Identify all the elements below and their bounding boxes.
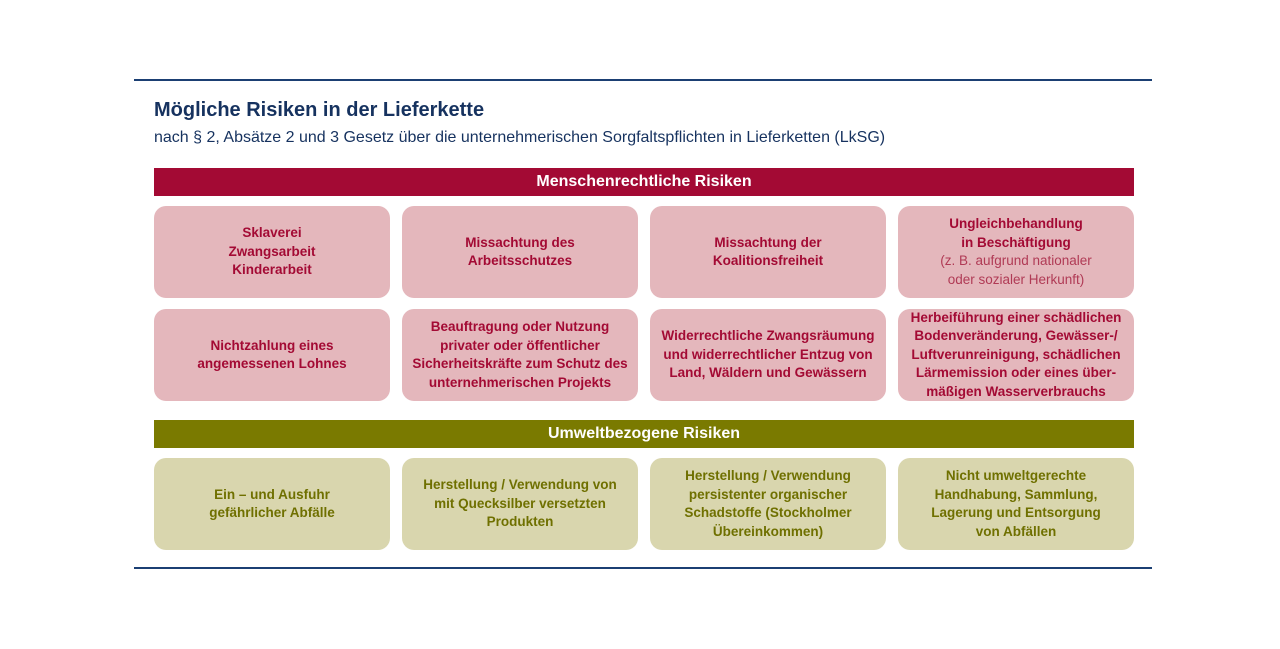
risk-text-line: Sklaverei <box>242 225 302 241</box>
risk-text-line: Lagerung und Entsorgung <box>931 505 1101 520</box>
risk-text-line: Übereinkommen) <box>712 523 824 539</box>
risk-box-mercury <box>402 458 638 550</box>
risk-box-wage-nonpayment <box>154 309 390 401</box>
risk-box-security-forces <box>402 309 638 401</box>
risk-text-line: und widerrechtlicher Entzug von <box>663 346 873 362</box>
risk-box-occupational-safety <box>402 206 638 298</box>
risk-text-line: Handhabung, Sammlung, <box>934 486 1098 502</box>
risk-text-line: privater oder öffentlicher <box>440 337 600 353</box>
risk-text-line: angemessenen Lohnes <box>197 356 347 371</box>
environmental-heading: Umweltbezogene Risiken <box>154 420 1134 448</box>
human-rights-grid <box>154 206 1134 401</box>
risk-text-line: Ein – und Ausfuhr <box>214 486 330 502</box>
risk-box-forced-eviction <box>650 309 886 401</box>
risk-text-line: persistenter organischer <box>688 486 848 502</box>
risk-text-line: Missachtung des <box>465 234 575 250</box>
page-subtitle: nach § 2, Absätze 2 und 3 Gesetz über die unternehmerischen Sorgfaltspflichten in Lieferketten (LkSG) <box>154 129 886 146</box>
risk-text-line: unternehmerischen Projekts <box>428 374 612 390</box>
page-title: Mögliche Risiken in der Lieferkette <box>154 99 485 121</box>
risk-box-persistent-pollutants <box>650 458 886 550</box>
risk-text-line: Bodenveränderung, Gewässer-/ <box>914 328 1118 344</box>
risk-text-line: Schadstoffe (Stockholmer <box>684 505 852 520</box>
risk-text-line: Kinderarbeit <box>232 262 312 278</box>
risk-text-line: Herstellung / Verwendung von <box>423 477 617 493</box>
risk-box-waste-handling <box>898 458 1134 550</box>
risk-text-line: Beauftragung oder Nutzung <box>430 319 610 334</box>
risk-text-line: Nichtzahlung eines <box>210 337 334 353</box>
risk-box-environmental-harm <box>898 309 1134 401</box>
bottom-rule <box>134 567 1152 569</box>
risk-text-line: mäßigen Wasserverbrauchs <box>926 383 1106 399</box>
top-rule <box>134 79 1152 81</box>
risk-text-line: Zwangsarbeit <box>228 243 316 259</box>
risk-note-line: (z. B. aufgrund nationaler <box>940 253 1092 268</box>
risk-text-line: Produkten <box>486 514 554 530</box>
risk-text-line: Luftverunreinigung, schädlichen <box>911 346 1121 362</box>
risk-text-line: Koalitionsfreiheit <box>712 253 824 268</box>
risk-text-line: Widerrechtliche Zwangsräumung <box>661 328 875 344</box>
risk-text-line: Herstellung / Verwendung <box>685 468 851 483</box>
risk-box-hazardous-waste <box>154 458 390 550</box>
risk-text-line: Herbeiführung einer schädlichen <box>910 309 1122 325</box>
environmental-grid <box>154 458 1134 550</box>
human-rights-heading: Menschenrechtliche Risiken <box>154 168 1134 196</box>
risk-box-freedom-of-association <box>650 206 886 298</box>
risk-box-slavery <box>154 206 390 298</box>
risk-text-line: Sicherheitskräfte zum Schutz des <box>412 356 628 371</box>
risk-text-line: von Abfällen <box>975 523 1057 539</box>
risk-text-line: mit Quecksilber versetzten <box>434 495 606 511</box>
risk-text-line: gefährlicher Abfälle <box>209 505 335 520</box>
risk-text-line: Ungleichbehandlung <box>949 216 1083 231</box>
risk-text-line: Land, Wäldern und Gewässern <box>669 365 867 381</box>
risk-text-line: Arbeitsschutzes <box>467 253 573 268</box>
risk-note-line: oder sozialer Herkunft) <box>947 271 1085 287</box>
risk-box-unequal-treatment <box>898 206 1134 298</box>
risk-text-line: in Beschäftigung <box>961 234 1071 250</box>
risk-text-line: Missachtung der <box>714 234 822 250</box>
risk-text-line: Nicht umweltgerechte <box>945 468 1087 483</box>
risk-text-line: Lärmemission oder eines über- <box>915 365 1117 381</box>
